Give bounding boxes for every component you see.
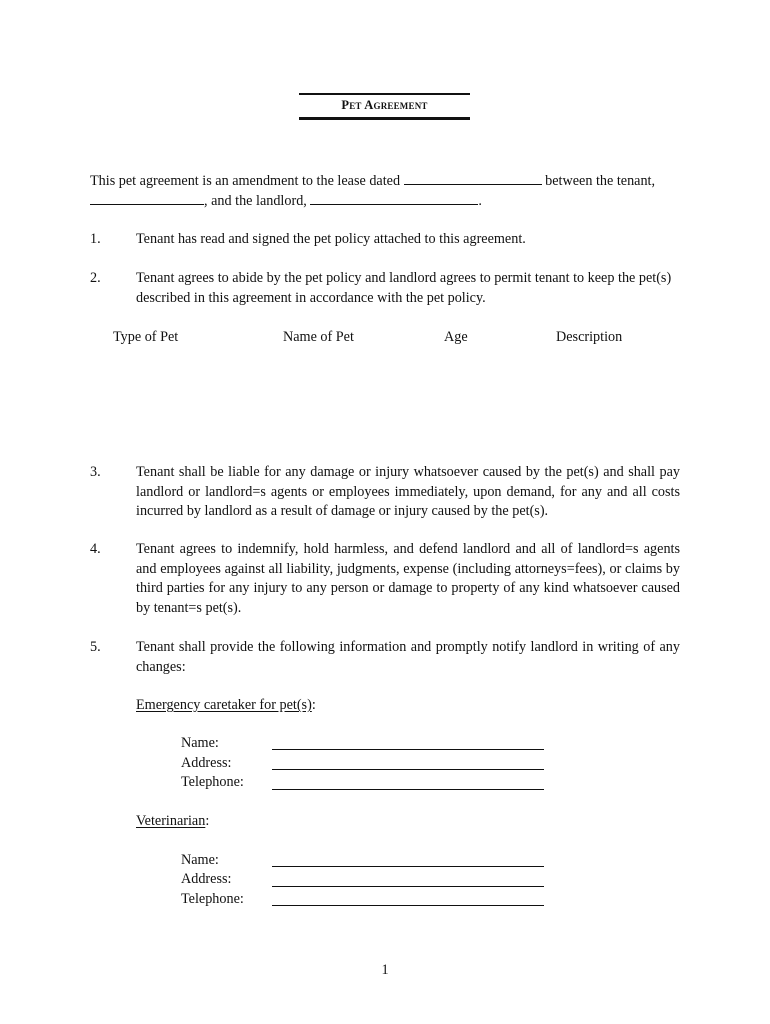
clause-text: Tenant shall be liable for any damage or injury whatsoever caused by the pet(s) and shall pay landlord or landlord=s agents or employees immediately, upon demand, for any and all costs incurred by landlord as a result of damage or injury caused by the pet(s). <box>136 464 680 520</box>
pet-table-header-name: Name of Pet <box>283 329 354 345</box>
emergency-telephone-field[interactable] <box>272 789 544 790</box>
vet-name-field[interactable] <box>272 866 544 867</box>
clause-number: 3. <box>90 464 101 480</box>
veterinarian-heading-colon: : <box>205 813 210 829</box>
tenant-name-field[interactable] <box>90 192 204 205</box>
pet-table-header-type: Type of Pet <box>113 329 179 345</box>
emergency-heading-text: Emergency caretaker for pet(s) <box>136 697 312 713</box>
clause-text: Tenant agrees to abide by the pet policy and landlord agrees to permit tenant to keep the pet(s) described in this agreement in accordance with the pet policy. <box>136 270 672 306</box>
emergency-name-label: Name: <box>181 735 219 751</box>
lease-date-field[interactable] <box>404 172 542 185</box>
intro-text-3: , and the landlord, <box>204 193 307 209</box>
veterinarian-heading-text: Veterinarian <box>136 813 206 829</box>
emergency-name-field[interactable] <box>272 749 544 750</box>
intro-line-1 <box>90 172 655 192</box>
clause-text: Tenant agrees to indemnify, hold harmless, and defend landlord and all of landlord=s agents and employees against all liability, judgments, expense (including attorneys=fees), or claims by third parties for any injury to any person or damage to property of any kind whatsoever caused by tenant=s pet(s). <box>136 541 680 616</box>
vet-address-field[interactable] <box>272 886 544 887</box>
veterinarian-heading <box>136 812 209 832</box>
clause-number: 5. <box>90 639 101 655</box>
title-block <box>299 93 470 120</box>
page-title: Pet Agreement <box>341 98 428 112</box>
emergency-telephone-label: Telephone: <box>181 774 244 790</box>
clause-number: 1. <box>90 231 101 247</box>
intro-text-4: . <box>478 193 482 209</box>
emergency-heading <box>136 696 316 716</box>
clause-number: 2. <box>90 270 101 286</box>
clause-text: Tenant shall provide the following information and promptly notify landlord in writing of any changes: <box>136 639 680 675</box>
emergency-address-field[interactable] <box>272 769 544 770</box>
pet-table-header-description: Description <box>556 329 623 345</box>
clause-number: 4. <box>90 541 101 557</box>
intro-text-1: This pet agreement is an amendment to the lease dated <box>90 173 401 189</box>
title-rule-bottom <box>299 117 470 120</box>
pet-table-header-age: Age <box>444 329 468 345</box>
landlord-name-field[interactable] <box>310 192 478 205</box>
intro-line-2 <box>90 192 482 212</box>
page-number: 1 <box>381 962 389 978</box>
intro-text-2: between the tenant, <box>545 173 656 189</box>
vet-address-label: Address: <box>181 871 232 887</box>
emergency-heading-colon: : <box>311 697 316 713</box>
emergency-address-label: Address: <box>181 755 232 771</box>
vet-telephone-field[interactable] <box>272 905 544 906</box>
vet-name-label: Name: <box>181 852 219 868</box>
vet-telephone-label: Telephone: <box>181 891 244 907</box>
clause-text: Tenant has read and signed the pet policy attached to this agreement. <box>136 231 526 247</box>
